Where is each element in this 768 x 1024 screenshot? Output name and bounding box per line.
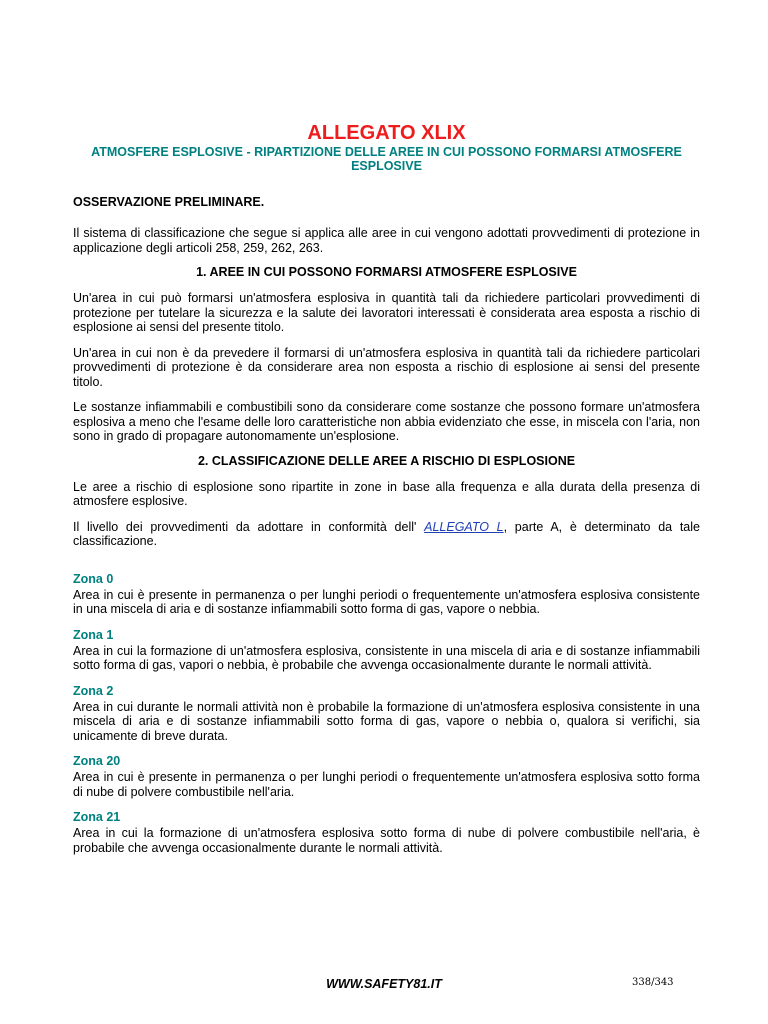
reference-text-before: Il livello dei provvedimenti da adottare in conformità dell': [73, 519, 425, 534]
reference-text-after: , parte A, è determinato da tale classificazione.: [73, 519, 700, 548]
zone-title: Zona 2: [73, 683, 114, 698]
zone-title: Zona 20: [73, 754, 121, 768]
zone-description: Area in cui è presente in permanenza o per lunghi periodi o frequentemente un'atmosfera esplosiva consistente in una miscela di aria e di sostanze infiammabili sotto forma di gas, vapore o nebbia.: [73, 587, 700, 616]
section-1-heading: 1. AREE IN CUI POSSONO FORMARSI ATMOSFERE ESPLOSIVE: [196, 265, 577, 279]
section-1-paragraph: Le sostanze infiammabili e combustibili sono da considerare come sostanze che possono formare un'atmosfera esplosiva a meno che l'esame delle loro caratteristiche non abbia evidenziato che esse, in miscela con l'aria, non sono in grado di propagare autonomamente un'esplosione.: [73, 400, 700, 443]
zone-title: Zona 21: [73, 810, 121, 824]
section-1-paragraph: Un'area in cui può formarsi un'atmosfera esplosiva in quantità tali da richiedere particolari provvedimenti di protezione per tutelare la sicurezza e la salute dei lavoratori interessati è considerata area esposta a rischio di esplosione ai sensi del presente titolo.: [73, 291, 700, 334]
document-title: ALLEGATO XLIX: [307, 122, 466, 144]
zone-description: Area in cui durante le normali attività non è probabile la formazione di un'atmosfera esplosiva consistente in una miscela di aria e di sostanze infiammabili sotto forma di gas, vapore o nebbia o, qualora si verifichi, sia unicamente di breve durata.: [73, 699, 700, 743]
document-body: [73, 121, 700, 855]
zone-description: Area in cui la formazione di un'atmosfera esplosiva sotto forma di nube di polvere combustibile nell'aria, è probabile che avvenga occasionalmente durante le normali attività.: [73, 826, 700, 855]
footer-website: WWW.SAFETY81.IT: [326, 977, 442, 991]
document-subtitle: ATMOSFERE ESPLOSIVE - RIPARTIZIONE DELLE AREE IN CUI POSSONO FORMARSI ATMOSFERE ESPLOSIVE: [91, 145, 682, 173]
zone-title: Zona 0: [73, 571, 114, 586]
zone-title: Zona 1: [73, 627, 114, 642]
section-2-paragraph: Le aree a rischio di esplosione sono ripartite in zone in base alla frequenza e alla durata della presenza di atmosfere esplosive.: [73, 479, 700, 508]
page-number: 338/343: [632, 977, 674, 988]
zone-description: Area in cui la formazione di un'atmosfera esplosiva, consistente in una miscela di aria e di sostanze infiammabili sotto forma di gas, vapori o nebbia, è probabile che avvenga occasionalmente durante le normali attività.: [73, 643, 700, 672]
section-1-paragraph: Un'area in cui non è da prevedere il formarsi di un'atmosfera esplosiva in quantità tali da richiedere particolari provvedimenti di protezione è da considerare area non esposta a rischio di esplosione ai sensi del presente titolo.: [73, 345, 700, 389]
preliminary-text: Il sistema di classificazione che segue si applica alle aree in cui vengono adottati provvedimenti di protezione in applicazione degli articoli 258, 259, 262, 263.: [73, 226, 700, 255]
section-2-heading: 2. CLASSIFICAZIONE DELLE AREE A RISCHIO DI ESPLOSIONE: [197, 453, 576, 468]
allegato-l-link[interactable]: ALLEGATO L: [424, 519, 504, 534]
zone-description: Area in cui è presente in permanenza o per lunghi periodi o frequentemente un'atmosfera esplosiva sotto forma di nube di polvere combustibile nell'aria.: [73, 770, 700, 799]
section-2-reference-paragraph: [73, 520, 700, 549]
preliminary-heading: OSSERVAZIONE PRELIMINARE.: [73, 195, 265, 209]
